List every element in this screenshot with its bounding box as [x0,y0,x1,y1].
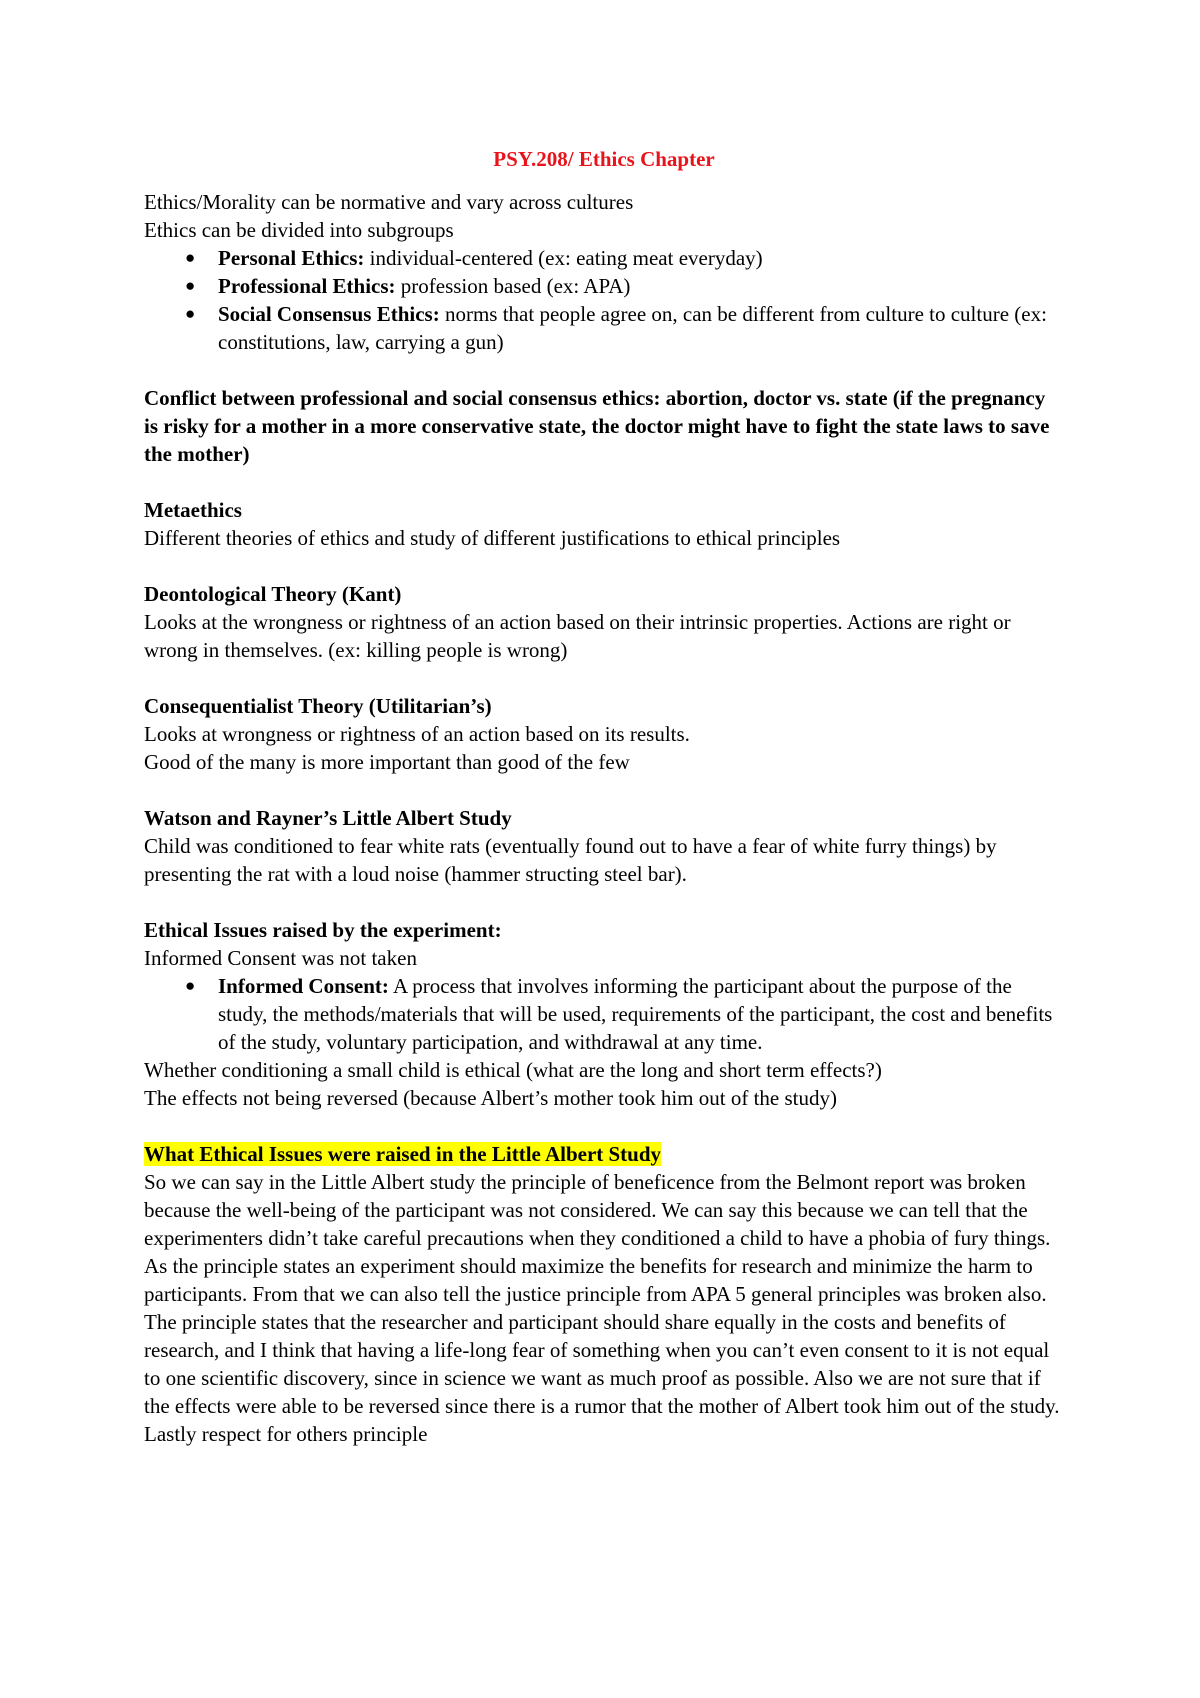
subgroup-list [144,244,1064,356]
section-heading [144,580,1064,608]
bullet-icon: ● [185,304,196,323]
paragraph-spacer [144,356,1064,384]
document-title: PSY.208/ Ethics Chapter [493,147,715,171]
list-item-term: Informed Consent: [218,974,389,998]
list-item-term: Social Consensus Ethics: [218,302,440,326]
deontological-text: Looks at the wrongness or rightness of an action based on their intrinsic properties. Actions are right or wrong in themselves. (ex: killing people is wrong) [144,610,1011,662]
list-item-term: Personal Ethics: [218,246,365,270]
ethical-issues-heading: Ethical Issues raised by the experiment: [144,918,502,942]
little-albert-heading: Watson and Rayner’s Little Albert Study [144,806,512,830]
document-body [144,144,1064,1448]
section-heading [144,496,1064,524]
section-heading [144,916,1064,944]
section-heading [144,1140,1064,1168]
conflict-paragraph [144,384,1064,468]
intro-line: Ethics can be divided into subgroups [144,218,454,242]
paragraph-spacer [144,888,1064,916]
list-item [144,244,1064,272]
answer-paragraph: So we can say in the Little Albert study the principle of beneficence from the Belmont report was broken because the well-being of the participant was not considered. We can say this because we can tell that the experimenters didn’t take careful precautions when they conditioned a child to have a phobia of fury things. As the principle states an experiment should maximize the benefits for research and minimize the harm to participants. From that we can also tell the justice principle from APA 5 general principles was broken also. The principle states that the researcher and participant should share equally in the costs and benefits of research, and I think that having a life-long fear of something when you can’t even consent to it is not equal to one scientific discovery, since in science we want as much proof as possible. Also we are not sure that if the effects were able to be reversed since there is a rumor that the mother of Albert took him out of the study. Lastly respect for others principle [144,1170,1060,1446]
section-heading [144,692,1064,720]
paragraph-spacer [144,468,1064,496]
informed-consent-list [144,972,1064,1056]
bullet-icon: ● [185,976,196,995]
list-item-term: Professional Ethics: [218,274,396,298]
section-heading [144,804,1064,832]
intro-line: Ethics/Morality can be normative and vary across cultures [144,190,634,214]
bullet-icon: ● [185,276,196,295]
list-item [144,300,1064,356]
list-item-text: profession based (ex: APA) [395,274,631,298]
conflict-text: Conflict between professional and social consensus ethics: abortion, doctor vs. state (if the pregnancy is risky for a mother in a more conservative state, the doctor might have to fight the state laws to save the mother) [144,386,1050,466]
paragraph-spacer [144,1112,1064,1140]
list-item-text: individual-centered (ex: eating meat everyday) [364,246,763,270]
consequentialist-heading: Consequentialist Theory (Utilitarian’s) [144,694,492,718]
paragraph-spacer [144,776,1064,804]
list-item-text: norms that people agree on, can be different from culture to culture (ex: constitutions, law, carrying a gun) [218,302,1047,354]
paragraph-spacer [144,664,1064,692]
ethical-issues-line: Whether conditioning a small child is ethical (what are the long and short term effects?) [144,1058,882,1082]
metaethics-heading: Metaethics [144,498,242,522]
list-item [144,972,1064,1056]
little-albert-text: Child was conditioned to fear white rats (eventually found out to have a fear of white furry things) by presenting the rat with a loud noise (hammer structing steel bar). [144,834,997,886]
bullet-icon: ● [185,248,196,267]
highlighted-question-heading: What Ethical Issues were raised in the Little Albert Study [144,1142,662,1166]
deontological-heading: Deontological Theory (Kant) [144,582,402,606]
list-item [144,272,1064,300]
consequentialist-line: Looks at wrongness or rightness of an action based on its results. [144,722,690,746]
consequentialist-line: Good of the many is more important than good of the few [144,750,630,774]
paragraph-spacer [144,552,1064,580]
list-item-text: A process that involves informing the participant about the purpose of the study, the methods/materials that will be used, requirements of the participant, the cost and benefits of the study, voluntary participation, and withdrawal at any time. [218,974,1053,1054]
metaethics-text: Different theories of ethics and study of different justifications to ethical principles [144,526,841,550]
ethical-issues-line: The effects not being reversed (because Albert’s mother took him out of the study) [144,1086,837,1110]
ethical-issues-line: Informed Consent was not taken [144,946,417,970]
